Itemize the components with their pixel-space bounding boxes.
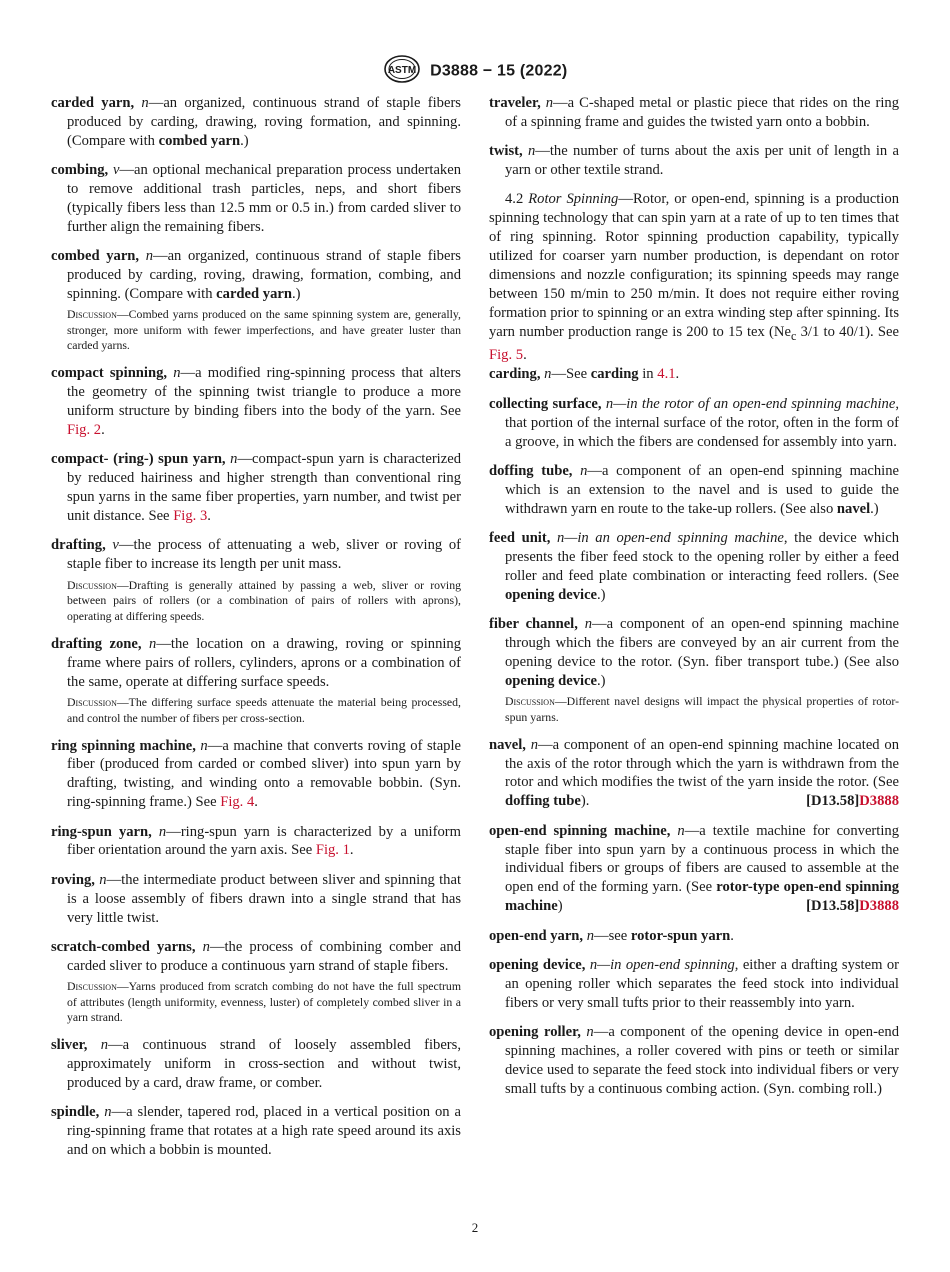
discussion-navel-designs: Discussion—Different navel designs will impact the physical properties of rotor-spun yarns. [505,694,899,724]
entry-carding: carding, n—See carding in 4.1. [489,366,680,383]
d3888-link-oe-machine[interactable]: D3888 [859,898,899,915]
section-4-2-rotor-spinning: 4.2 Rotor Spinning—Rotor, or open-end, spinning is a production spinning technology that can spin yarn at a rate of up to ten times that of ring spinning. Rotor spinning production capability, typically utilized for coarser yarn number production, is dependant on rotor dimensions and nozzle configuration; its spinning speeds may range between 150 m/min to 250 m/min. It does not require either roving formation prior to spinning or an extra winding step after spinning. Its yarn number production range is 200 to 15 tex ($Ne_c$ 3/1 to 40/1). See Fig. 5. [489,191,900,363]
svg-text:ASTM: ASTM [387,65,416,76]
entry-scratch-combed-yarns: scratch-combed yarns, n—the process of combining comber and carded sliver to produce a continuous yarn strand of staple fibers. [51,938,461,974]
entry-drafting-zone: drafting zone, n—the location on a drawing, roving or spinning frame where pairs of rollers, cylinders, aprons or a combination of the same, operate at differing surface speeds. [51,635,462,690]
entry-open-end-yarn: open-end yarn, n—see rotor-spun yarn. [489,927,734,944]
entry-combed-yarn: combed yarn, n—an organized, continuous strand of staple fibers produced by carding, roving, drawing, formation, combing, and spinning. (Compare with carded yarn.) [51,248,461,302]
entry-open-end-spinning-machine: open-end spinning machine, n—a textile machine for converting staple fiber into spun yarn by a continuous process in which the individual fibers or groups of fibers are caused to assemble at the open end of the forming yarn. (See rotor-type open-end spinning machine) [D13.58]D3888 [489,822,899,915]
right-column [489,94,899,1109]
astm-logo-icon [383,54,421,89]
entry-ring-spun-yarn: ring-spun yarn, n—ring-spun yarn is characterized by a uniform fiber orientation around the yarn axis. See Fig. 1. [51,823,461,859]
fig-1-link[interactable]: Fig. 1 [315,842,350,859]
entry-sliver: sliver, n—a continuous strand of loosely assembled fibers, approximately uniform in cross-section and without twist, produced by a card, draw frame, or comber. [51,1037,461,1092]
fig-2-link[interactable]: Fig. 2 [67,422,102,439]
fig-5-link[interactable]: Fig. 5 [489,346,524,363]
entry-compact-spinning: compact spinning, n—a modified ring-spinning process that alters the geometry of the spinning twist triangle to produce a more uniform structure by binding fibers into the body of the yarn. See Fig. 2. [51,365,461,439]
entry-roving: roving, n—the intermediate product between sliver and spinning that is a loose assembly of fibers drawn into a single strand that has very little twist. [51,871,461,926]
entry-spindle: spindle, n—a slender, tapered rod, placed in a vertical position on a ring-spinning frame that rotates at a high rate speed around its axis and on which a bobbin is mounted. [51,1104,461,1159]
discussion-scratch-combed: Discussion—Yarns produced from scratch combing do not have the full spectrum of attributes (length uniformity, evenness, luster) of completely combed sliver in a yarn strand. [67,979,461,1025]
entry-fiber-channel: fiber channel, n—a component of an open-end spinning machine through which the fibers are conveyed by an air current from the opening device to the rotor. (Syn. fiber transport tube.) (See also opening device.) [489,616,899,689]
entry-traveler: traveler, n—a C-shaped metal or plastic piece that rides on the ring of a spinning frame and guides the twisted yarn onto a bobbin. [489,95,899,130]
entry-carded-yarn: carded yarn, n—an organized, continuous strand of staple fibers produced by carding, drawing, roving formation, and spinning. (Compare with combed yarn.) [51,95,461,149]
entry-opening-device: opening device, n—in open-end spinning, either a drafting system or an opening roller which separates the feed stock into individual fibers or very small tufts prior to their reassembly into yarn. [489,956,899,1011]
page-header [0,54,950,89]
entry-combing: combing, v—an optional mechanical preparation process undertaken to remove additional trash particles, neps, and short fibers (typically fibers less than 12.5 mm or 0.5 in.) from carded sliver to further align the remaining fibers. [51,162,461,235]
fig-4-link[interactable]: Fig. 4 [220,794,255,811]
d3888-link-navel[interactable]: D3888 [859,793,899,810]
section-4-1-link[interactable]: 4.1 [657,366,676,383]
committee-tag-oe-machine: [D13.58]D3888 [806,898,899,915]
discussion-drafting: Discussion—Drafting is generally attained by passing a web, sliver or roving between pairs of rollers (or a combination of pairs of rollers with aprons), operating at differing speeds. [67,577,461,623]
page-number: 2 [471,1220,479,1235]
entry-navel: navel, n—a component of an open-end spinning machine located on the axis of the rotor through which the yarn is withdrawn from the rotor and which modifies the twist of the yarn inside the rotor. (See doffing tube). [D13.58]D3888 [489,736,899,810]
entry-compact-spun-yarn: compact- (ring-) spun yarn, n—compact-spun yarn is characterized by reduced hairiness and higher strength than conventional ring spun yarns in the same fiber properties, yarn number, and twist per unit distance. See Fig. 3. [51,451,461,525]
entry-twist: twist, n—the number of turns about the axis per unit of length in a yarn or other textile strand. [489,143,900,179]
entry-doffing-tube: doffing tube, n—a component of an open-end spinning machine which is an extension to the navel and is used to guide the withdrawn yarn en route to the take-up rollers. (See also navel.) [489,462,900,517]
entry-collecting-surface: collecting surface, n—in the rotor of an open-end spinning machine, that portion of the internal surface of the rotor, often in the form of a groove, in which the fibers are condensed for assembly into yarn. [489,395,899,450]
left-column [51,94,461,1170]
entry-drafting: drafting, v—the process of attenuating a web, sliver or roving of staple fiber to increase its length per unit mass. [51,537,461,573]
discussion-drafting-zone: Discussion—The differing surface speeds attenuate the material being processed, and control the number of fibers per cross-section. [67,694,461,725]
discussion-combed-yarn: Discussion—Combed yarns produced on the same spinning system are, generally, stronger, more uniform with fewer imperfections, and have greater luster than carded yarns. [67,307,461,353]
entry-feed-unit: feed unit, n—in an open-end spinning machine, the device which presents the fiber feed stock to the opening roller by either a feed roller and feed plate combination or interacting feed rollers. (See opening device.) [489,529,899,603]
committee-tag-navel: [D13.58]D3888 [806,793,899,810]
fig-3-link[interactable]: Fig. 3 [173,508,208,525]
entry-opening-roller: opening roller, n—a component of the opening device in open-end spinning machines, a roller covered with pins or teeth or similar device used to separate the feed stock into individual fibers or very small tufts by a continuous combing action. (Syn. combing roll.) [489,1023,899,1097]
entry-ring-spinning-machine: ring spinning machine, n—a machine that converts roving of staple fiber (produced from carded or combed sliver) into spun yarn by drafting, twisting, and winding onto a removable bobbin. (Syn. ring-spinning frame.) See Fig. 4. [51,737,461,811]
designation: D3888 − 15 (2022) [430,62,568,80]
